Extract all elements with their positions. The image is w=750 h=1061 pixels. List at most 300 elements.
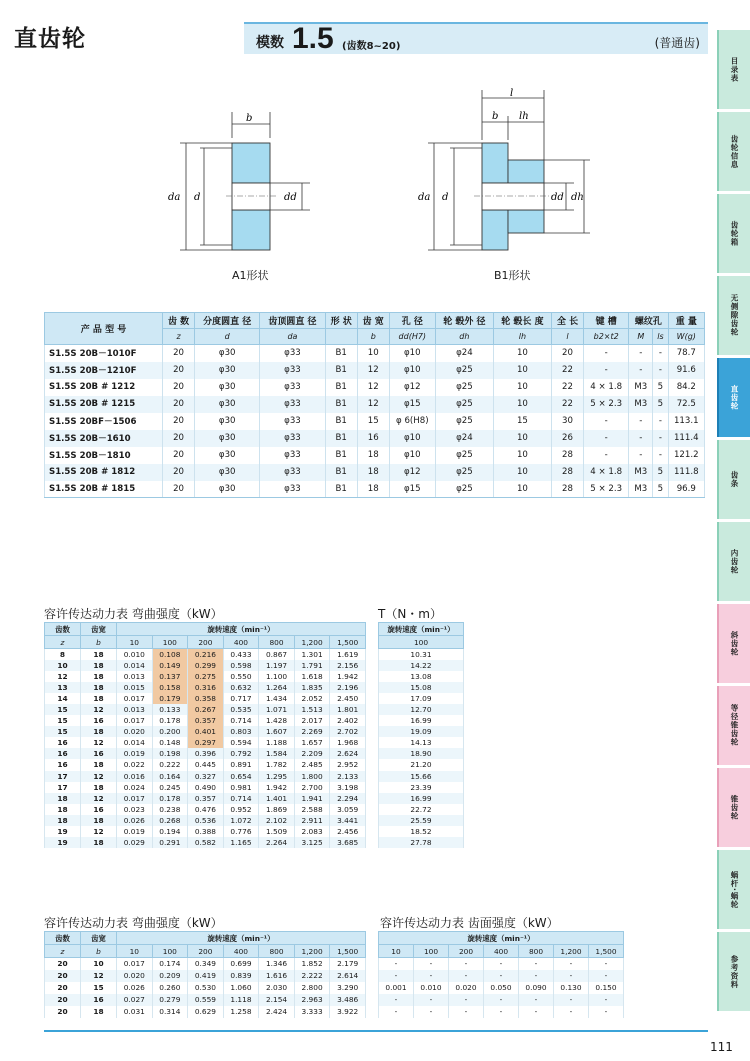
table-cell: S1.5S 20B # 1212 [45, 379, 163, 396]
table-cell: 1.258 [223, 1006, 259, 1018]
spec-header: 产 品 型 号 [45, 313, 163, 345]
torque-head-speed: 旋转速度（min⁻¹） [379, 623, 464, 636]
table-cell: B1 [325, 396, 357, 413]
table-cell: 1.791 [294, 660, 330, 671]
spec-header: 键 槽 [584, 313, 629, 329]
table-cell: - [379, 994, 414, 1006]
table-row [379, 982, 624, 994]
table-cell: φ30 [195, 413, 260, 430]
table-cell: 12.70 [379, 704, 464, 715]
table-cell: φ12 [389, 379, 435, 396]
table-cell: 0.017 [117, 693, 153, 704]
table-row [45, 430, 705, 447]
table-cell: 2.456 [330, 826, 366, 837]
table-cell: 0.017 [117, 958, 153, 970]
table-cell: φ30 [195, 379, 260, 396]
label-da: da [168, 192, 181, 203]
table-row [379, 970, 624, 982]
table-cell: 18.52 [379, 826, 464, 837]
table-cell: 1.619 [330, 649, 366, 660]
table-cell: 0.952 [223, 804, 259, 815]
side-tab[interactable]: 参考资料 [717, 932, 750, 1011]
table-cell: 1.509 [259, 826, 295, 837]
table-cell: 1.616 [259, 970, 295, 982]
gear-type: (普通齿) [654, 36, 700, 50]
table-cell: 2.800 [294, 982, 330, 994]
table-cell: - [589, 970, 624, 982]
spec-unit: l [551, 329, 583, 345]
table-cell: 10 [493, 464, 551, 481]
table-cell: - [584, 362, 629, 379]
table-row [45, 782, 366, 793]
side-tab[interactable]: 无侧隙齿轮 [717, 276, 750, 355]
table-cell: φ30 [195, 345, 260, 362]
table-cell: S1.5S 20B # 1215 [45, 396, 163, 413]
table-cell: 0.198 [152, 748, 188, 759]
table-cell: 19.09 [379, 726, 464, 737]
table-cell: 0.297 [188, 737, 224, 748]
table-cell: - [519, 958, 554, 970]
table-cell: B1 [325, 345, 357, 362]
spec-header: 轮 毂外 径 [435, 313, 493, 329]
spec-header: 孔 径 [389, 313, 435, 329]
table-cell: 2.485 [294, 759, 330, 770]
table-cell: 0.476 [188, 804, 224, 815]
table-cell: 1.295 [259, 771, 295, 782]
table-cell: 0.358 [188, 693, 224, 704]
table-row [379, 804, 464, 815]
table-row [45, 804, 366, 815]
table-row [45, 704, 366, 715]
side-tab[interactable]: 齿轮箱 [717, 194, 750, 273]
table-cell: S1.5S 20BF－1506 [45, 413, 163, 430]
table-cell: 0.016 [117, 771, 153, 782]
table-cell: 3.441 [330, 815, 366, 826]
table-cell: 0.090 [519, 982, 554, 994]
table-cell: 2.264 [259, 837, 295, 848]
table-cell: S1.5S 20B－1810 [45, 447, 163, 464]
side-tab[interactable]: 目录表 [717, 30, 750, 109]
side-tab[interactable]: 斜齿轮 [717, 604, 750, 683]
table-row [45, 1006, 366, 1018]
table-cell: 2.402 [330, 715, 366, 726]
table-cell: 0.238 [152, 804, 188, 815]
speed-header: 400 [223, 945, 259, 958]
table-cell: M3 [629, 464, 653, 481]
table-cell: 0.594 [223, 737, 259, 748]
head-width: 齿宽 [81, 623, 117, 636]
table-cell: B1 [325, 447, 357, 464]
table-cell: 91.6 [668, 362, 704, 379]
table-cell: 5 [653, 379, 668, 396]
table-cell: 0.396 [188, 748, 224, 759]
table-cell: 0.535 [223, 704, 259, 715]
table-cell: φ33 [260, 447, 325, 464]
table-cell: 20 [45, 982, 81, 994]
side-tab[interactable]: 蜗杆·蜗轮 [717, 850, 750, 929]
table-cell: 20 [45, 994, 81, 1006]
table-cell: 10 [357, 345, 389, 362]
table-cell: 16 [45, 759, 81, 770]
table-cell: φ25 [435, 481, 493, 498]
table-cell: 1.071 [259, 704, 295, 715]
table-cell: 10 [493, 396, 551, 413]
table-row [45, 693, 366, 704]
table-cell: 0.891 [223, 759, 259, 770]
table-cell: 0.010 [117, 649, 153, 660]
label-l: l [510, 88, 514, 99]
table-cell: 20 [45, 958, 81, 970]
table-cell: φ24 [435, 345, 493, 362]
table-cell: φ10 [389, 345, 435, 362]
table-cell: B1 [325, 362, 357, 379]
table-cell: 18 [81, 837, 117, 848]
table-cell: - [449, 958, 484, 970]
table-row [45, 362, 705, 379]
table-cell: 12 [81, 826, 117, 837]
table-cell: 2.156 [330, 660, 366, 671]
label-da-b1: da [418, 192, 431, 203]
label-d-b1: d [442, 192, 449, 203]
table-cell: 22 [551, 396, 583, 413]
spec-unit [325, 329, 357, 345]
spec-unit: d [195, 329, 260, 345]
table-cell: - [584, 345, 629, 362]
footer-rule [44, 1030, 708, 1032]
table-cell: - [629, 362, 653, 379]
table-cell: 18 [45, 804, 81, 815]
table-cell: 0.029 [117, 837, 153, 848]
table-cell: 2.179 [330, 958, 366, 970]
table-cell: 10 [81, 958, 117, 970]
table-cell: 1.584 [259, 748, 295, 759]
table-cell: 2.102 [259, 815, 295, 826]
table-cell: φ15 [389, 396, 435, 413]
table-cell: 10 [493, 345, 551, 362]
table-cell: 18 [81, 759, 117, 770]
table-cell: - [653, 413, 668, 430]
table-row [45, 379, 705, 396]
table-cell: 18 [81, 649, 117, 660]
table-cell: 0.222 [152, 759, 188, 770]
table-cell: φ15 [389, 481, 435, 498]
side-tab[interactable]: 内齿轮 [717, 522, 750, 601]
table-cell: - [414, 1006, 449, 1018]
table-cell: 2.083 [294, 826, 330, 837]
table-cell: 0.327 [188, 771, 224, 782]
table-cell: 0.108 [152, 649, 188, 660]
table-row [45, 671, 366, 682]
table-cell: 0.268 [152, 815, 188, 826]
table-cell: 111.8 [668, 464, 704, 481]
table-cell: 1.800 [294, 771, 330, 782]
table-cell: 12 [81, 737, 117, 748]
table-cell: 1.942 [259, 782, 295, 793]
spec-unit: da [260, 329, 325, 345]
table-cell: - [449, 1006, 484, 1018]
caption-a1: A1形状 [232, 269, 269, 282]
table-cell: 2.424 [259, 1006, 295, 1018]
table-cell: 12 [81, 704, 117, 715]
table-cell: φ33 [260, 413, 325, 430]
table-cell: - [653, 447, 668, 464]
table-cell: - [653, 362, 668, 379]
power-table-2 [44, 931, 366, 1018]
speed-header: 10 [117, 636, 153, 649]
table-row [45, 481, 705, 498]
table-cell: 0.245 [152, 782, 188, 793]
spec-unit: W(g) [668, 329, 704, 345]
table-cell: 16.99 [379, 793, 464, 804]
table-cell: 0.013 [117, 704, 153, 715]
table-cell: 3.685 [330, 837, 366, 848]
spec-table [44, 312, 705, 498]
table-cell: - [449, 970, 484, 982]
table-cell: 15.66 [379, 771, 464, 782]
table-cell: 0.050 [484, 982, 519, 994]
table-cell: 5 [653, 396, 668, 413]
side-tab[interactable]: 等径锥齿轮 [717, 686, 750, 765]
table-cell: 0.031 [117, 1006, 153, 1018]
side-tab[interactable]: 齿轮信息 [717, 112, 750, 191]
table-cell: φ25 [435, 464, 493, 481]
table-cell: 20 [551, 345, 583, 362]
table-cell: - [414, 958, 449, 970]
table-cell: 2.209 [294, 748, 330, 759]
table-cell: 0.267 [188, 704, 224, 715]
spec-unit: M [629, 329, 653, 345]
table-cell: 12 [81, 793, 117, 804]
table-cell: 0.001 [379, 982, 414, 994]
table-cell: - [519, 1006, 554, 1018]
table-cell: 96.9 [668, 481, 704, 498]
teeth-range: (齿数8~20) [342, 41, 401, 52]
table-cell: 10 [493, 430, 551, 447]
speed-header: 400 [484, 945, 519, 958]
spec-header: 重 量 [668, 313, 704, 329]
table-cell: 0.133 [152, 704, 188, 715]
table-cell: 0.632 [223, 682, 259, 693]
table-cell: 10 [45, 660, 81, 671]
table-cell: 0.530 [188, 982, 224, 994]
table-cell: 111.4 [668, 430, 704, 447]
table-cell: 0.020 [117, 970, 153, 982]
table-cell: 0.150 [589, 982, 624, 994]
table-cell: 3.922 [330, 1006, 366, 1018]
table-cell: 1.618 [294, 671, 330, 682]
spec-unit: ls [653, 329, 668, 345]
table-cell: 18 [81, 1006, 117, 1018]
table-cell: - [554, 994, 589, 1006]
table-cell: 0.019 [117, 826, 153, 837]
table-cell: 14 [45, 693, 81, 704]
side-tab[interactable]: 锥齿轮 [717, 768, 750, 847]
speed-header: 1,500 [330, 636, 366, 649]
table-cell: M3 [629, 379, 653, 396]
table-cell: - [414, 970, 449, 982]
table-cell: - [519, 970, 554, 982]
table-cell: 0.137 [152, 671, 188, 682]
table-cell: 1.188 [259, 737, 295, 748]
table-cell: 0.803 [223, 726, 259, 737]
table-cell: φ25 [435, 379, 493, 396]
table-cell: 0.629 [188, 1006, 224, 1018]
table-cell: φ25 [435, 447, 493, 464]
table-cell: 0.714 [223, 793, 259, 804]
label-d: d [194, 192, 201, 203]
table-cell: 121.2 [668, 447, 704, 464]
spec-header: 全 长 [551, 313, 583, 329]
table-row [45, 958, 366, 970]
table-cell: φ33 [260, 396, 325, 413]
table-cell: 0.275 [188, 671, 224, 682]
table-cell: S1.5S 20B－1610 [45, 430, 163, 447]
head-width-2: 齿宽 [81, 932, 117, 945]
table-cell: φ30 [195, 396, 260, 413]
table-row [45, 649, 366, 660]
table-cell: 2.269 [294, 726, 330, 737]
table-row [45, 413, 705, 430]
table-row [45, 660, 366, 671]
table-cell: 18.90 [379, 748, 464, 759]
table-cell: 1.264 [259, 682, 295, 693]
table-cell: 0.316 [188, 682, 224, 693]
table-cell: 23.39 [379, 782, 464, 793]
table-cell: 16 [357, 430, 389, 447]
table-cell: 1.968 [330, 737, 366, 748]
table-cell: 2.294 [330, 793, 366, 804]
table-cell: 0.209 [152, 970, 188, 982]
table-cell: φ25 [435, 396, 493, 413]
table-cell: 12 [81, 970, 117, 982]
table-cell: B1 [325, 464, 357, 481]
table-row [379, 726, 464, 737]
table-row [45, 345, 705, 362]
table-cell: 3.059 [330, 804, 366, 815]
table-cell: 0.357 [188, 793, 224, 804]
table-cell: φ12 [389, 464, 435, 481]
table-cell: 20 [163, 396, 195, 413]
table-cell: 12 [357, 379, 389, 396]
table-cell: 0.490 [188, 782, 224, 793]
table-cell: 16 [81, 804, 117, 815]
unit-b-2: b [81, 945, 117, 958]
side-tab[interactable]: 齿条 [717, 440, 750, 519]
table-cell: 16 [45, 748, 81, 759]
speed-header: 400 [223, 636, 259, 649]
table-cell: 13.08 [379, 671, 464, 682]
table-cell: 0.158 [152, 682, 188, 693]
table-cell: 0.582 [188, 837, 224, 848]
table-cell: 2.154 [259, 994, 295, 1006]
table-cell: - [629, 447, 653, 464]
table-row [45, 737, 366, 748]
table-cell: - [519, 994, 554, 1006]
table-row [379, 737, 464, 748]
table-cell: 16.99 [379, 715, 464, 726]
table-cell: - [554, 958, 589, 970]
table-cell: 2.614 [330, 970, 366, 982]
table-cell: 1.197 [259, 660, 295, 671]
table-cell: 12 [45, 671, 81, 682]
table-row [45, 970, 366, 982]
table-cell: φ10 [389, 430, 435, 447]
head-speed-2: 旋转速度（min⁻¹） [117, 932, 366, 945]
table-row [45, 837, 366, 848]
table-cell: 10 [493, 447, 551, 464]
table-cell: 1.657 [294, 737, 330, 748]
table-cell: 0.314 [152, 1006, 188, 1018]
table-cell: 18 [81, 660, 117, 671]
speed-header: 1,500 [330, 945, 366, 958]
table-row [379, 682, 464, 693]
speed-header: 10 [379, 945, 414, 958]
table-cell: 72.5 [668, 396, 704, 413]
table-row [45, 682, 366, 693]
table-cell: - [449, 994, 484, 1006]
table-cell: 5 [653, 464, 668, 481]
table-row [45, 464, 705, 481]
table-row [45, 815, 366, 826]
table-cell: 0.017 [117, 715, 153, 726]
spec-header: 形 状 [325, 313, 357, 329]
table-cell: - [484, 1006, 519, 1018]
speed-header: 800 [519, 945, 554, 958]
table-cell: 18 [81, 782, 117, 793]
table-cell: S1.5S 20B # 1812 [45, 464, 163, 481]
table-cell: φ30 [195, 447, 260, 464]
table-cell: 113.1 [668, 413, 704, 430]
table-cell: φ33 [260, 430, 325, 447]
table-row [379, 837, 464, 848]
table-cell: 2.702 [330, 726, 366, 737]
table-cell: 0.020 [117, 726, 153, 737]
table-cell: - [589, 994, 624, 1006]
table-cell: 0.015 [117, 682, 153, 693]
spec-unit: b [357, 329, 389, 345]
table-cell: - [653, 345, 668, 362]
table-cell: B1 [325, 481, 357, 498]
table-cell: 0.024 [117, 782, 153, 793]
unit-z-2: z [45, 945, 81, 958]
speed-header: 200 [188, 945, 224, 958]
table-cell: 18 [357, 464, 389, 481]
table-cell: 13 [45, 682, 81, 693]
table-row [45, 396, 705, 413]
spec-unit: b2×t2 [584, 329, 629, 345]
table-row [45, 982, 366, 994]
table-cell: 1.434 [259, 693, 295, 704]
table-row [379, 693, 464, 704]
label-b: b [246, 113, 253, 124]
unit-b: b [81, 636, 117, 649]
table-cell: 20 [163, 481, 195, 498]
table-cell: 0.017 [117, 793, 153, 804]
table-cell: 0.148 [152, 737, 188, 748]
table-row [379, 793, 464, 804]
speed-header: 1,500 [589, 945, 624, 958]
table-cell: 0.839 [223, 970, 259, 982]
table-cell: 2.222 [294, 970, 330, 982]
torque-speed: 100 [379, 636, 464, 649]
table-cell: 0.022 [117, 759, 153, 770]
table-cell: 0.149 [152, 660, 188, 671]
table-cell: 3.125 [294, 837, 330, 848]
table-cell: 0.981 [223, 782, 259, 793]
side-tab[interactable]: 直齿轮 [717, 358, 750, 437]
table-cell: 0.598 [223, 660, 259, 671]
table-cell: 30 [551, 413, 583, 430]
